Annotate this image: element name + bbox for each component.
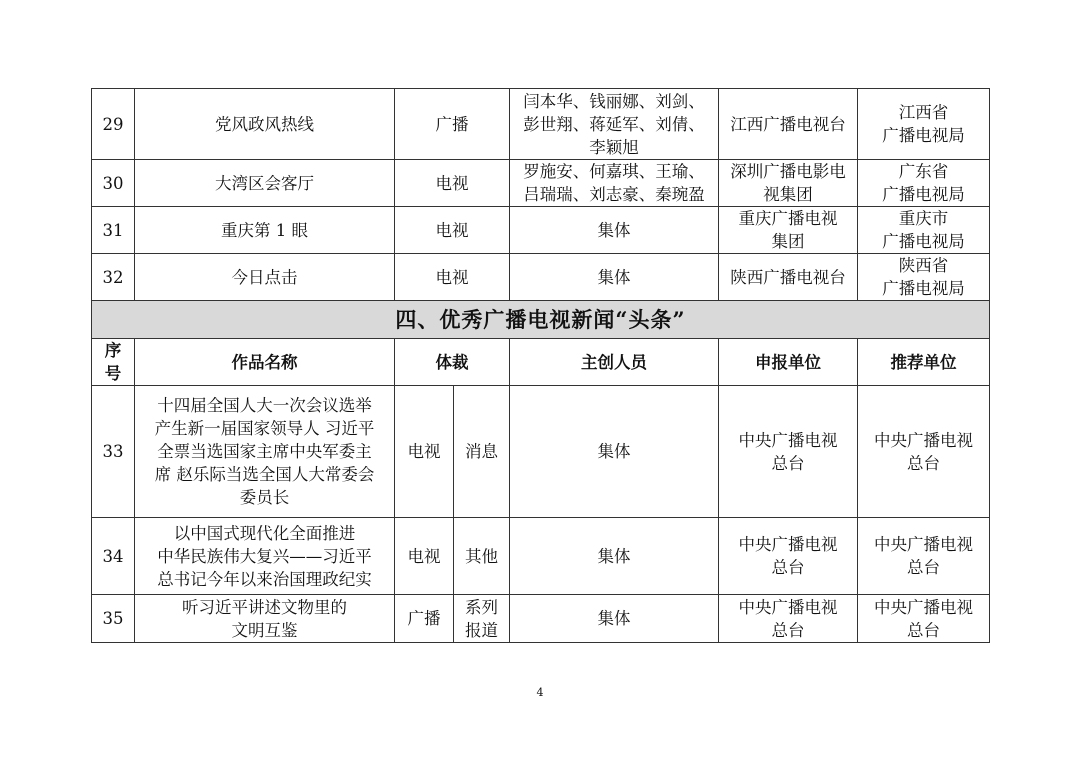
work-title: 今日点击: [135, 254, 395, 301]
table-row: [92, 595, 990, 643]
section-title: 四、优秀广播电视新闻“头条”: [92, 301, 990, 339]
genre: 电视: [395, 254, 510, 301]
creators: 罗施安、何嘉琪、王瑜、 吕瑞瑞、刘志豪、秦琬盈: [510, 160, 719, 207]
recommending-unit: 中央广播电视 总台: [858, 595, 990, 643]
creators: 集体: [510, 386, 719, 518]
recommending-unit: 中央广播电视 总台: [858, 386, 990, 518]
table-row: [92, 518, 990, 595]
row-number: 30: [92, 160, 135, 207]
recommending-unit: 广东省 广播电视局: [858, 160, 990, 207]
work-title: 以中国式现代化全面推进 中华民族伟大复兴——习近平 总书记今年以来治国理政纪实: [135, 518, 395, 595]
submitting-unit: 重庆广播电视 集团: [719, 207, 858, 254]
work-title: 十四届全国人大一次会议选举 产生新一届国家领导人 习近平 全票当选国家主席中央军委主 席 赵乐际当选全国人大常委会 委员长: [135, 386, 395, 518]
header-seq: 序 号: [92, 339, 135, 386]
table-header-row: [92, 339, 990, 386]
submitting-unit: 中央广播电视 总台: [719, 386, 858, 518]
table-row: [92, 386, 990, 518]
subgenre: 系列 报道: [454, 595, 510, 643]
recommending-unit: 中央广播电视 总台: [858, 518, 990, 595]
recommending-unit: 重庆市 广播电视局: [858, 207, 990, 254]
row-number: 29: [92, 89, 135, 160]
genre: 电视: [395, 386, 454, 518]
row-number: 32: [92, 254, 135, 301]
genre: 电视: [395, 160, 510, 207]
header-title: 作品名称: [135, 339, 395, 386]
work-title: 重庆第 1 眼: [135, 207, 395, 254]
genre: 电视: [395, 518, 454, 595]
creators: 闫本华、钱丽娜、刘剑、 彭世翔、蒋延军、刘倩、 李颖旭: [510, 89, 719, 160]
submitting-unit: 陕西广播电视台: [719, 254, 858, 301]
page-number: 4: [536, 686, 544, 699]
work-title: 大湾区会客厅: [135, 160, 395, 207]
genre: 电视: [395, 207, 510, 254]
creators: 集体: [510, 207, 719, 254]
recommending-unit: 陕西省 广播电视局: [858, 254, 990, 301]
work-title: 党风政风热线: [135, 89, 395, 160]
creators: 集体: [510, 518, 719, 595]
table-row: [92, 254, 990, 301]
table-row: [92, 207, 990, 254]
work-title: 听习近平讲述文物里的 文明互鉴: [135, 595, 395, 643]
row-number: 35: [92, 595, 135, 643]
row-number: 33: [92, 386, 135, 518]
header-genre: 体裁: [395, 339, 510, 386]
recommending-unit: 江西省 广播电视局: [858, 89, 990, 160]
subgenre: 其他: [454, 518, 510, 595]
genre: 广播: [395, 595, 454, 643]
submitting-unit: 江西广播电视台: [719, 89, 858, 160]
row-number: 31: [92, 207, 135, 254]
header-unit: 申报单位: [719, 339, 858, 386]
row-number: 34: [92, 518, 135, 595]
submitting-unit: 深圳广播电影电 视集团: [719, 160, 858, 207]
creators: 集体: [510, 254, 719, 301]
header-creators: 主创人员: [510, 339, 719, 386]
genre: 广播: [395, 89, 510, 160]
table-row: [92, 89, 990, 160]
section-heading-row: [92, 301, 990, 339]
submitting-unit: 中央广播电视 总台: [719, 595, 858, 643]
creators: 集体: [510, 595, 719, 643]
table-row: [92, 160, 990, 207]
header-recommender: 推荐单位: [858, 339, 990, 386]
awards-table: [91, 88, 990, 643]
submitting-unit: 中央广播电视 总台: [719, 518, 858, 595]
subgenre: 消息: [454, 386, 510, 518]
